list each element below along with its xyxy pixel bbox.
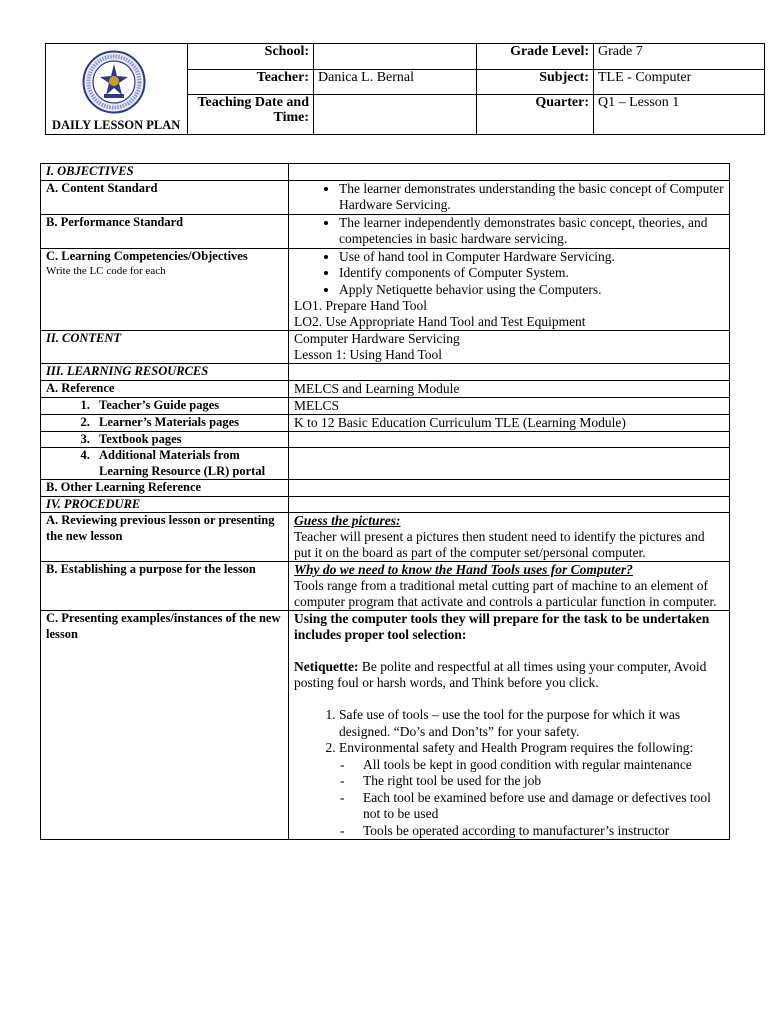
other-reference-label: B. Other Learning Reference [41, 480, 289, 497]
procedure-step [339, 740, 724, 839]
teaching-date-label: Teaching Date and Time: [188, 95, 314, 135]
resource-value [289, 431, 730, 448]
resource-row [41, 448, 730, 480]
school-value [314, 44, 477, 70]
safety-item: - The right tool be used for the job [363, 773, 724, 790]
safety-item: - All tools be kept in good condition with regular maintenance [363, 757, 724, 774]
procedure-b-text: Tools range from a traditional metal cutting part of machine to an element of computer program that activate and controls a particular function in computer. [294, 578, 717, 609]
competency-item: • Use of hand tool in Computer Hardware Servicing. [339, 249, 724, 266]
procedure-heading: IV. PROCEDURE [41, 496, 289, 513]
competency-item: • Apply Netiquette behavior using the Computers. [339, 282, 724, 299]
competencies-row [41, 248, 730, 331]
procedure-b-row [41, 562, 730, 611]
resources-heading: III. LEARNING RESOURCES [41, 364, 289, 381]
resource-label: 4. Additional Materials from Learning Resource (LR) portal [93, 448, 283, 479]
content-standard-label: A. Content Standard [41, 180, 289, 214]
procedure-a-text: Teacher will present a pictures then student need to identify the pictures and put it on the board as part of the computer set/personal computer. [294, 529, 705, 560]
procedure-step: 1. Safe use of tools – use the tool for the purpose for which it was designed. “Do’s and Don’ts” for your safety. [339, 707, 724, 740]
resource-value: MELCS [289, 397, 730, 414]
netiquette-paragraph [294, 659, 724, 691]
grade-level-label: Grade Level: [477, 44, 594, 70]
netiquette-text: Be polite and respectful at all times using your computer, Avoid posting foul or harsh words, and Think before you click. [294, 659, 707, 690]
content-standard-row [41, 180, 730, 214]
reference-value: MELCS and Learning Module [289, 380, 730, 397]
content-line: Computer Hardware Servicing [294, 331, 460, 346]
netiquette-label: Netiquette: [294, 659, 359, 674]
competencies-note: Write the LC code for each [46, 265, 166, 277]
resource-label: 2. Learner’s Materials pages [93, 415, 283, 431]
objectives-heading-row [41, 164, 730, 181]
school-label: School: [188, 44, 314, 70]
quarter-value: Q1 – Lesson 1 [594, 95, 765, 135]
lo1-text: LO1. Prepare Hand Tool [294, 298, 428, 313]
safety-item: - Tools be operated according to manufacturer’s instructor [363, 823, 724, 840]
procedure-b-title: Why do we need to know the Hand Tools uses for Computer? [294, 562, 633, 577]
teaching-date-value [314, 95, 477, 135]
content-heading: II. CONTENT [41, 331, 289, 364]
reference-label: A. Reference [41, 380, 289, 397]
resource-value: K to 12 Basic Education Curriculum TLE (Learning Module) [289, 414, 730, 431]
resources-heading-row [41, 364, 730, 381]
lesson-plan-table [40, 163, 730, 840]
procedure-a-title: Guess the pictures: [294, 513, 401, 528]
quarter-label: Quarter: [477, 95, 594, 135]
resource-row [41, 397, 730, 414]
subject-label: Subject: [477, 70, 594, 95]
procedure-a-label: A. Reviewing previous lesson or presenting the new lesson [41, 513, 289, 562]
subject-value: TLE - Computer [594, 70, 765, 95]
reference-row [41, 380, 730, 397]
resource-value [289, 448, 730, 480]
teacher-label: Teacher: [188, 70, 314, 95]
objectives-heading: I. OBJECTIVES [41, 164, 289, 181]
safety-item: - Each tool be examined before use and damage or defectives tool not to be used [363, 790, 724, 823]
content-line: Lesson 1: Using Hand Tool [294, 347, 443, 362]
logo-cell [46, 44, 188, 135]
competencies-label: C. Learning Competencies/Objectives [46, 248, 248, 263]
performance-standard-label: B. Performance Standard [41, 214, 289, 248]
content-standard-item: • The learner demonstrates understanding the basic concept of Computer Hardware Servicing. [339, 181, 724, 214]
procedure-a-row [41, 513, 730, 562]
other-reference-row [41, 480, 730, 497]
content-row [41, 331, 730, 364]
procedure-c-label: C. Presenting examples/instances of the new lesson [41, 611, 289, 840]
teacher-value: Danica L. Bernal [314, 70, 477, 95]
header-table [45, 43, 765, 135]
performance-standard-item: • The learner independently demonstrates basic concept, theories, and competencies in basic hardware servicing. [339, 215, 724, 248]
procedure-step-text: Environmental safety and Health Program requires the following: [339, 740, 694, 755]
procedure-b-label: B. Establishing a purpose for the lesson [41, 562, 289, 611]
procedure-c-row [41, 611, 730, 840]
resource-label: 1. Teacher’s Guide pages [93, 398, 283, 414]
procedure-heading-row [41, 496, 730, 513]
other-reference-value [289, 480, 730, 497]
resource-label: 3. Textbook pages [93, 432, 283, 448]
grade-level-value: Grade 7 [594, 44, 765, 70]
procedure-c-intro: Using the computer tools they will prepare for the task to be undertaken includes proper tool selection: [294, 611, 710, 642]
competency-item: • Identify components of Computer System. [339, 265, 724, 282]
doc-type-label: DAILY LESSON PLAN [52, 118, 181, 132]
performance-standard-row [41, 214, 730, 248]
resource-row [41, 431, 730, 448]
resource-row [41, 414, 730, 431]
deped-seal-logo [82, 50, 146, 114]
lo2-text: LO2. Use Appropriate Hand Tool and Test Equipment [294, 314, 586, 329]
